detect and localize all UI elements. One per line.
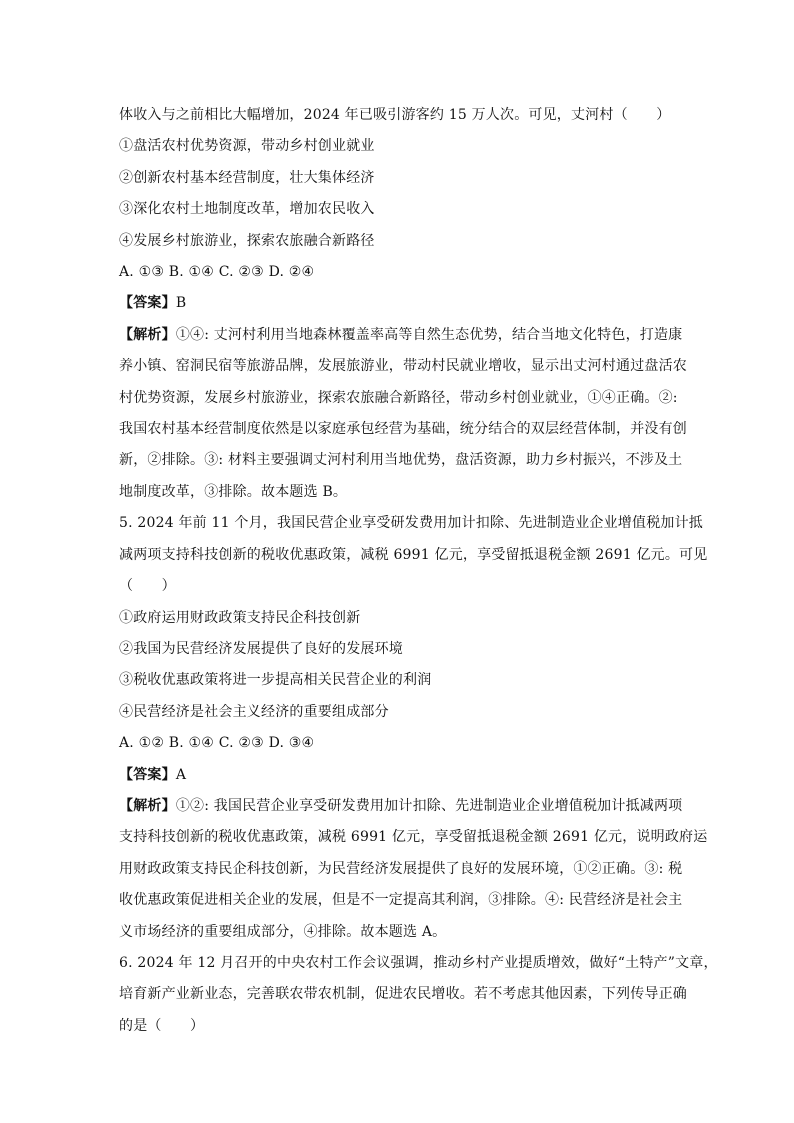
analysis-line: 养小镇、窑洞民宿等旅游品牌，发展旅游业，带动村民就业增收，显示出丈河村通过盘活农 xyxy=(119,358,687,375)
option-line: ③深化农村土地制度改革，增加农民收入 xyxy=(119,201,375,218)
answer-line: 【答案】B xyxy=(119,295,187,312)
analysis-line: 支持科技创新的税收优惠政策，减税 6991 亿元，享受留抵退税金额 2691 亿元，说明政府运 xyxy=(119,829,708,846)
analysis-line: 我国农村基本经营制度依然是以家庭承包经营为基础，统分结合的双层经营体制，并没有创 xyxy=(119,421,687,438)
analysis-line: 义市场经济的重要组成部分，④排除。故本题选 A。 xyxy=(119,923,447,940)
option-line: ③税收优惠政策将进一步提高相关民营企业的利润 xyxy=(119,672,432,689)
option-line: ①盘活农村优势资源，带动乡村创业就业 xyxy=(119,138,375,155)
analysis-line: 新，②排除。③: 材料主要强调丈河村利用当地优势，盘活资源，助力乡村振兴，不涉及土 xyxy=(119,452,683,469)
question-line: 减两项支持科技创新的税收优惠政策，减税 6991 亿元，享受留抵退税金额 2691 亿元。可见 xyxy=(119,546,708,563)
text-line: 体收入与之前相比大幅增加，2024 年已吸引游客约 15 万人次。可见，丈河村（ ） xyxy=(119,107,671,123)
option-line: ④发展乡村旅游业，探索农旅融合新路径 xyxy=(119,232,375,249)
question-line: 6. 2024 年 12 月召开的中央农村工作会议强调，推动乡村产业提质增效，做好“土特产”文章， xyxy=(119,954,718,971)
question-line: 5. 2024 年前 11 个月，我国民营企业享受研发费用加计扣除、先进制造业企业增值税加计抵 xyxy=(119,515,703,532)
option-line: ②创新农村基本经营制度，壮大集体经济 xyxy=(119,169,375,186)
option-line: ①政府运用财政政策支持民企科技创新 xyxy=(119,609,361,626)
document-body xyxy=(119,100,718,1042)
analysis-line: 收优惠政策促进相关企业的发展，但是不一定提高其利润，③排除。④: 民营经济是社会主 xyxy=(119,892,683,909)
question-line: 的是（ ） xyxy=(119,1017,205,1034)
choices-line: A. ①③ B. ①④ C. ②③ D. ②④ xyxy=(119,264,315,281)
analysis-tag: 【解析】 xyxy=(119,326,176,343)
answer-tag: 【答案】 xyxy=(119,766,176,783)
option-line: ②我国为民营经济发展提供了良好的发展环境 xyxy=(119,640,403,657)
choices-line: A. ①② B. ①④ C. ②③ D. ③④ xyxy=(119,735,315,752)
answer-tag: 【答案】 xyxy=(119,295,176,312)
analysis-line: 村优势资源，发展乡村旅游业，探索农旅融合新路径，带动乡村创业就业，①④正确。②: xyxy=(119,389,678,406)
option-line: ④民营经济是社会主义经济的重要组成部分 xyxy=(119,703,389,720)
analysis-tag: 【解析】 xyxy=(119,797,176,814)
analysis-line: 【解析】①②: 我国民营企业享受研发费用加计扣除、先进制造业企业增值税加计抵减两项 xyxy=(119,797,683,814)
question-line: 培育新产业新业态，完善联农带农机制，促进农民增收。若不考虑其他因素，下列传导正确 xyxy=(119,986,687,1003)
analysis-line: 【解析】①④: 丈河村利用当地森林覆盖率高等自然生态优势，结合当地文化特色，打造康 xyxy=(119,326,683,343)
question-line: （ ） xyxy=(119,578,176,595)
analysis-line: 地制度改革，③排除。故本题选 B。 xyxy=(119,483,348,500)
answer-line: 【答案】A xyxy=(119,766,187,783)
analysis-line: 用财政政策支持民企科技创新，为民营经济发展提供了良好的发展环境，①②正确。③: 税 xyxy=(119,860,683,877)
